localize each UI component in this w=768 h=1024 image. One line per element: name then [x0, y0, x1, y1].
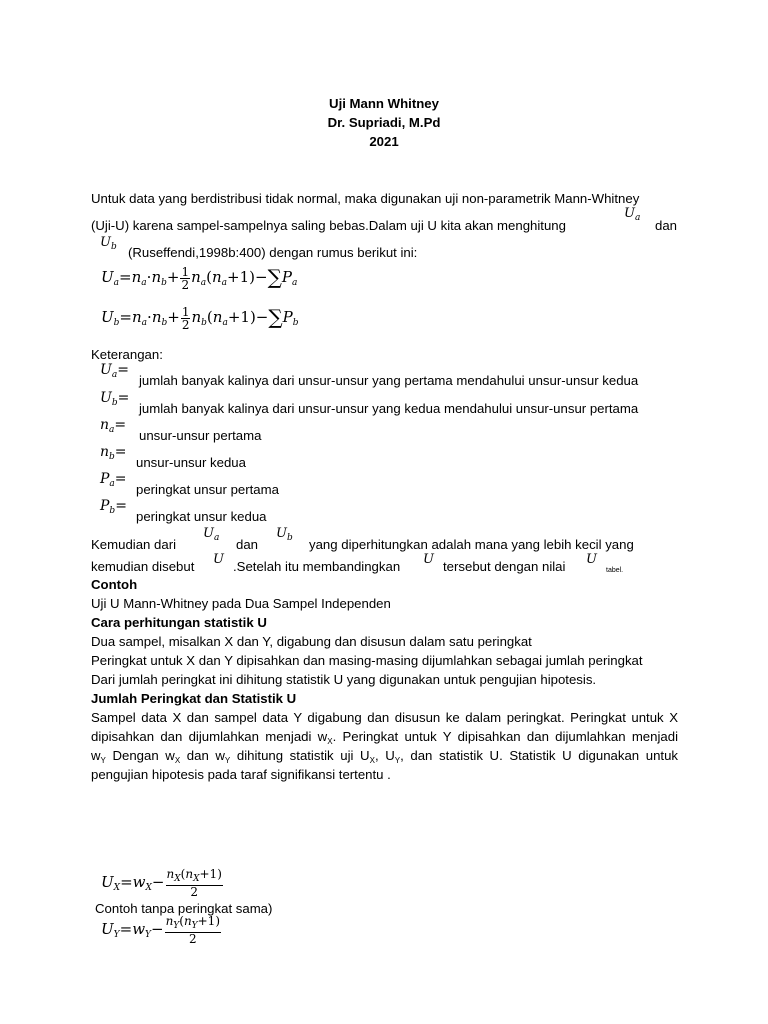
ket-desc-6: peringkat unsur kedua — [136, 509, 267, 524]
intro-line-2: (Uji-U) karena sampel-sampelnya saling bebas.Dalam uji U kita akan menghitung — [91, 218, 566, 233]
cara-line-1: Dua sampel, misalkan X dan Y, digabung dan disusun dalam satu peringkat — [91, 634, 532, 649]
ket-sym-ua: $U_a=$ — [100, 362, 129, 380]
ket-sym-pb: $P_b=$ — [100, 498, 127, 516]
cara-line-2: Peringkat untuk X dan Y dipisahkan dan masing-masing dijumlahkan sebagai jumlah peringkat — [91, 653, 643, 668]
keterangan-heading: Keterangan: — [91, 347, 163, 362]
jumlah-line-4: pengujian hipotesis pada taraf signifikansi tertentu . — [91, 767, 391, 782]
kem-ub-symbol: $U_b$ — [276, 526, 293, 543]
contoh-heading: Contoh — [91, 577, 138, 592]
ket-desc-5: peringkat unsur pertama — [136, 482, 279, 497]
contoh-subtitle: Uji U Mann-Whitney pada Dua Sampel Independen — [91, 596, 391, 611]
formula-ux: $U_X=w_X-$ $\frac{n_X(n_X+1)}{2}$ — [101, 867, 222, 899]
kemudian-b: dan — [236, 537, 259, 552]
ket-desc-2: jumlah banyak kalinya dari unsur-unsur yang kedua mendahului unsur-unsur pertama — [139, 401, 639, 416]
ket-sym-nb: $n_b=$ — [100, 444, 127, 462]
intro-and: dan — [655, 218, 678, 233]
kemudian-d: kemudian disebut — [91, 559, 195, 574]
kemudian-c: yang diperhitungkan adalah mana yang lebih kecil yang — [309, 537, 634, 552]
jumlah-line-1: Sampel data X dan sampel data Y digabung dan disusun ke dalam peringkat. Peringkat untuk X — [91, 710, 678, 725]
intro-line-3: (Ruseffendi,1998b:400) dengan rumus berikut ini: — [128, 245, 418, 260]
kemudian-g: tabel. — [606, 567, 624, 574]
kemudian-a: Kemudian dari — [91, 537, 177, 552]
kem-u-symbol-3: U — [586, 552, 597, 567]
formula-ub: $U_b=n_a\cdot n_b+$ $\frac{1}{2}$ $n_b(n_a+1)-\sum P_b$ — [101, 304, 299, 332]
kemudian-f: tersebut dengan nilai — [443, 559, 566, 574]
ket-sym-ub: $U_b=$ — [100, 390, 130, 408]
kem-ua-symbol: $U_a$ — [203, 526, 220, 543]
ket-desc-4: unsur-unsur kedua — [136, 455, 246, 470]
cara-line-3: Dari jumlah peringkat ini dihitung statistik U yang digunakan untuk pengujian hipotesis. — [91, 672, 597, 687]
kem-u-symbol-2: U — [423, 552, 434, 567]
kemudian-e: .Setelah itu membandingkan — [233, 559, 401, 574]
kem-u-symbol-1: U — [213, 552, 224, 567]
year: 2021 — [369, 134, 399, 149]
ket-sym-pa: $P_a=$ — [100, 471, 127, 489]
author: Dr. Supriadi, M.Pd — [327, 115, 441, 130]
jumlah-line-2: dipisahkan dan dijumlahkan menjadi $w_X$. Peringkat untuk Y dipisahkan dan dijumlahkan menjadi — [91, 729, 679, 746]
ub-symbol: $U_b$ — [100, 235, 117, 252]
intro-line-1: Untuk data yang berdistribusi tidak normal, maka digunakan uji non-parametrik Mann-Whitney — [91, 191, 640, 206]
ua-symbol: $U_a$ — [624, 206, 641, 223]
formula-uy: $U_Y=w_Y-$ $\frac{n_Y(n_Y+1)}{2}$ — [101, 914, 220, 946]
jumlah-heading: Jumlah Peringkat dan Statistik U — [91, 691, 297, 706]
contoh2-label: Contoh tanpa peringkat sama) — [95, 901, 273, 916]
cara-heading: Cara perhitungan statistik U — [91, 615, 267, 630]
jumlah-line-3: $w_Y$ Dengan $w_X$ dan $w_Y$ dihitung statistik uji $U_X$, $U_Y$, dan statistik U. Statistik U digunakan untuk — [91, 748, 679, 765]
ket-sym-na: $n_a=$ — [100, 417, 127, 435]
formula-ua: $U_a=n_a\cdot n_b+$ $\frac{1}{2}$ $n_a(n_a+1)-\sum P_a$ — [101, 264, 298, 292]
ket-desc-3: unsur-unsur pertama — [139, 428, 262, 443]
ket-desc-1: jumlah banyak kalinya dari unsur-unsur yang pertama mendahului unsur-unsur kedua — [139, 373, 639, 388]
page-title: Uji Mann Whitney — [329, 96, 439, 111]
